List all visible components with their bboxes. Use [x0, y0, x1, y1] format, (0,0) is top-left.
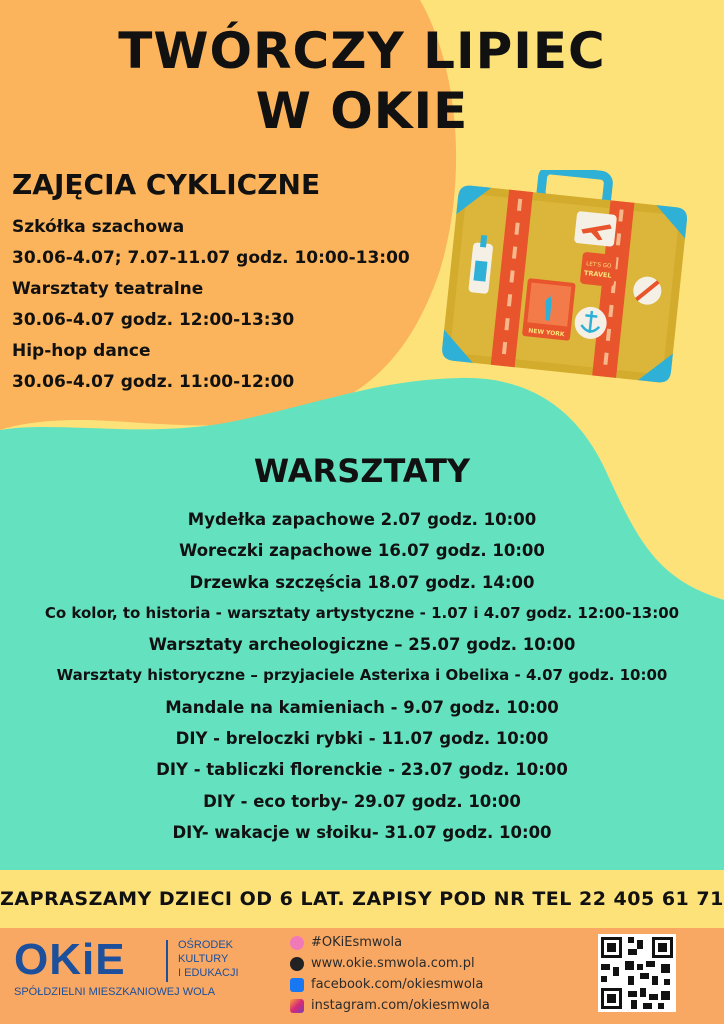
list-item: DIY - breloczki rybki - 11.07 godz. 10:00 — [175, 729, 549, 749]
contact-website[interactable] — [290, 953, 490, 974]
logo-side-line: KULTURY — [178, 953, 229, 965]
logo-side-line: OŚRODEK — [178, 939, 234, 951]
qr-code[interactable] — [598, 934, 676, 1012]
list-item: Szkółka szachowa — [12, 217, 185, 237]
list-item: Co kolor, to historia - warsztaty artystyczne - 1.07 i 4.07 godz. 12:00-13:00 — [44, 603, 680, 622]
contact-text: #OKiEsmwola — [311, 935, 403, 950]
sticker-travel-line-2: TRAVEL — [583, 268, 612, 280]
invite-text: ZAPRASZAMY DZIECI OD 6 LAT. ZAPISY POD NR TEL 22 405 61 71 — [0, 888, 724, 910]
list-item: 30.06-4.07; 7.07-11.07 godz. 10:00-13:00 — [12, 248, 410, 268]
list-item: 30.06-4.07 godz. 11:00-12:00 — [12, 372, 295, 392]
contact-list — [290, 932, 490, 1016]
logo-wordmark: OKiE — [14, 935, 126, 984]
instagram-icon — [290, 999, 304, 1013]
list-item: Warsztaty historyczne – przyjaciele Asterixa i Obelixa - 4.07 godz. 10:00 — [56, 666, 668, 685]
list-item: Mandale na kamieniach - 9.07 godz. 10:00 — [165, 697, 559, 717]
list-item: Drzewka szczęścia 18.07 godz. 14:00 — [189, 572, 535, 592]
list-item: DIY - tabliczki florenckie - 23.07 godz. 10:00 — [156, 760, 568, 780]
page-title-line-1: TWÓRCZY LIPIEC — [118, 22, 606, 80]
page-title-line-2: W OKIE — [255, 82, 469, 140]
logo-subtitle: SPÓŁDZIELNI MIESZKANIOWEJ WOLA — [14, 986, 216, 998]
list-item: Mydełka zapachowe 2.07 godz. 10:00 — [187, 510, 537, 529]
sticker-new-york: NEW YORK — [527, 327, 565, 339]
list-item: 30.06-4.07 godz. 12:00-13:30 — [12, 310, 295, 330]
suitcase-illustration — [430, 170, 700, 390]
logo-side-line: I EDUKACJI — [178, 967, 239, 979]
workshops-heading: WARSZTATY — [253, 452, 471, 490]
contact-facebook[interactable] — [290, 974, 490, 995]
contact-text[interactable]: www.okie.smwola.com.pl — [311, 956, 475, 971]
workshops-list — [0, 504, 724, 848]
list-item: Warsztaty teatralne — [12, 279, 204, 299]
contact-hashtag — [290, 932, 490, 953]
contact-text[interactable]: facebook.com/okiesmwola — [311, 977, 484, 992]
cyclic-classes-heading: ZAJĘCIA CYKLICZNE — [12, 168, 321, 201]
facebook-icon — [290, 978, 304, 992]
logo-divider — [166, 940, 168, 982]
hashtag-icon — [290, 936, 304, 950]
sticker-travel-line-1: LET'S GO — [585, 261, 612, 270]
list-item: Hip-hop dance — [12, 341, 151, 361]
list-item: Woreczki zapachowe 16.07 godz. 10:00 — [179, 541, 545, 561]
contact-text[interactable]: instagram.com/okiesmwola — [311, 998, 490, 1013]
list-item: Warsztaty archeologiczne – 25.07 godz. 10:00 — [148, 635, 576, 655]
contact-instagram[interactable] — [290, 995, 490, 1016]
cyclic-classes-list — [12, 212, 410, 398]
globe-icon — [290, 957, 304, 971]
logo-side-text — [178, 938, 239, 980]
okie-logo — [14, 935, 239, 998]
list-item: DIY - eco torby- 29.07 godz. 10:00 — [203, 791, 521, 811]
list-item: DIY- wakacje w słoiku- 31.07 godz. 10:00 — [172, 822, 552, 842]
